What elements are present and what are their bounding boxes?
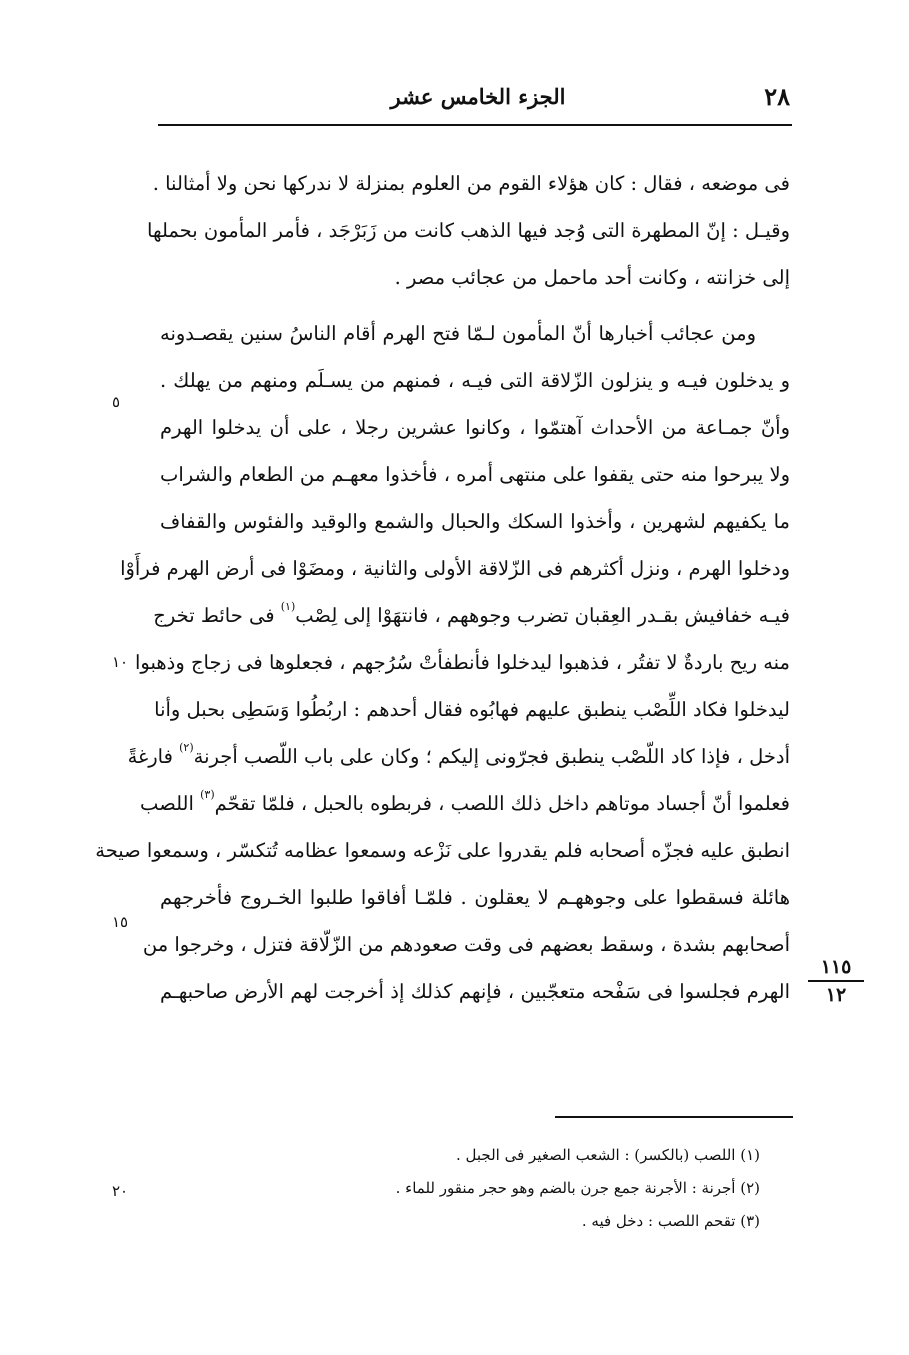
source-page-reference	[808, 956, 864, 1006]
text-line: وقيـل : إنّ المطهرة التى وُجد فيها الذهب كانت من زَبَرْجَد ، فأمر المأمون بحملها	[147, 219, 790, 242]
text-line	[127, 733, 790, 780]
page-header	[158, 82, 790, 120]
text-segment: فارغةً	[127, 745, 173, 768]
text-line: وأنّ جمـاعة من الأحداث آهتمّوا ، وكانوا عشرين رجلا ، على أن يدخلوا الهرم	[160, 416, 790, 439]
text-line: ومن عجائب أخبارها أنّ المأمون لـمّا فتح الهرم أقام الناسُ سنين يقصـدونه	[160, 322, 756, 345]
text-line: أصحابهم بشدة ، وسقط بعضهم فى وقت صعودهم من الزّلّاقة فتزل ، وخرجوا من	[142, 933, 790, 956]
text-segment: فيـه خفافيش بقـدر العِقبان تضرب وجوههم ، فانتهَوْا إلى لِصْب	[295, 604, 790, 627]
text-segment: فى حائط تخرج	[153, 604, 275, 627]
page-number: ٢٨	[764, 82, 790, 111]
footnote-marker: (٣)	[200, 788, 215, 801]
text-segment: اللصب	[140, 792, 194, 815]
footnote: (٣) تقحم اللصب : دخل فيه .	[581, 1212, 760, 1230]
text-line: هائلة فسقطوا على وجوههـم لا يعقلون . فلمّـا أفاقوا طلبوا الخـروج فأخرجهم	[160, 886, 790, 909]
running-title: الجزء الخامس عشر	[390, 84, 566, 109]
text-line: انطبق عليه فجزّه أصحابه فلم يقدروا على نَزْعه وسمعوا عظامه تُتكسّر ، وسمعوا صيحة	[95, 839, 790, 862]
text-line	[140, 780, 790, 827]
margin-line-number: ١٠	[112, 653, 129, 671]
text-line: منه ريح باردةٌ لا تفتُر ، فذهبوا ليدخلوا فأنطفأتْ سُرُجهم ، فجعلوها فى زجاج وذهبوا	[135, 651, 790, 674]
margin-line-number: ٥	[112, 393, 121, 411]
source-reference-bottom: ١٢	[825, 984, 847, 1006]
text-line: ودخلوا الهرم ، ونزل أكثرهم فى الزّلاقة الأولى والثانية ، ومضَوْا فى أرض الهرم فرأَوْا	[120, 557, 790, 580]
margin-line-number: ٢٠	[112, 1182, 129, 1200]
footnotes	[300, 1140, 760, 1239]
text-line: فى موضعه ، فقال : كان هؤلاء القوم من العلوم بمنزلة لا ندركها نحن ولا أمثالنا .	[152, 172, 790, 195]
footnote-marker: (٢)	[179, 741, 194, 754]
text-line: و يدخلون فيـه و ينزلون الزّلاقة التى فيـه ، فمنهم من يسـلَم ومنهم من يهلك .	[160, 369, 790, 392]
text-line: إلى خزانته ، وكانت أحد ماحمل من عجائب مصر .	[394, 266, 790, 289]
text-line: الهرم فجلسوا فى سَفْحه متعجّبين ، فإنهم كذلك إذ أخرجت لهم الأرض صاحبهـم	[160, 980, 790, 1003]
header-rule	[158, 124, 792, 126]
text-segment: فعلموا أنّ أجساد موتاهم داخل ذلك اللصب ، فربطوه بالحبل ، فلمّا تقحّم	[214, 792, 790, 815]
text-line: ولا يبرحوا منه حتى يقفوا على منتهى أمره ، فأخذوا معهـم من الطعام والشراب	[160, 463, 790, 486]
text-line	[153, 592, 790, 639]
text-segment: أدخل ، فإذا كاد اللّصْب ينطبق فجرّونى إليكم ؛ وكان على باب اللّصب أجرنة	[193, 745, 790, 768]
text-line: ليدخلوا فكاد اللِّصْب ينطبق عليهم فهابُوه فقال أحدهم : اربُطُوا وَسَطِى بحبل وأنا	[154, 698, 790, 721]
footnote: (٢) أجرنة : الأجرنة جمع جرن بالضم وهو حجر منقور للماء .	[395, 1179, 760, 1197]
margin-line-number: ١٥	[112, 913, 129, 931]
text-line: ما يكفيهم لشهرين ، وأخذوا السكك والحبال والشمع والوقيد والفئوس والقفاف	[160, 510, 790, 533]
footnote-rule	[555, 1116, 793, 1118]
source-reference-top: ١١٥	[820, 956, 852, 978]
footnote: (١) اللصب (بالكسر) : الشعب الصغير فى الجبل .	[456, 1146, 760, 1164]
footnote-marker: (١)	[280, 600, 296, 613]
